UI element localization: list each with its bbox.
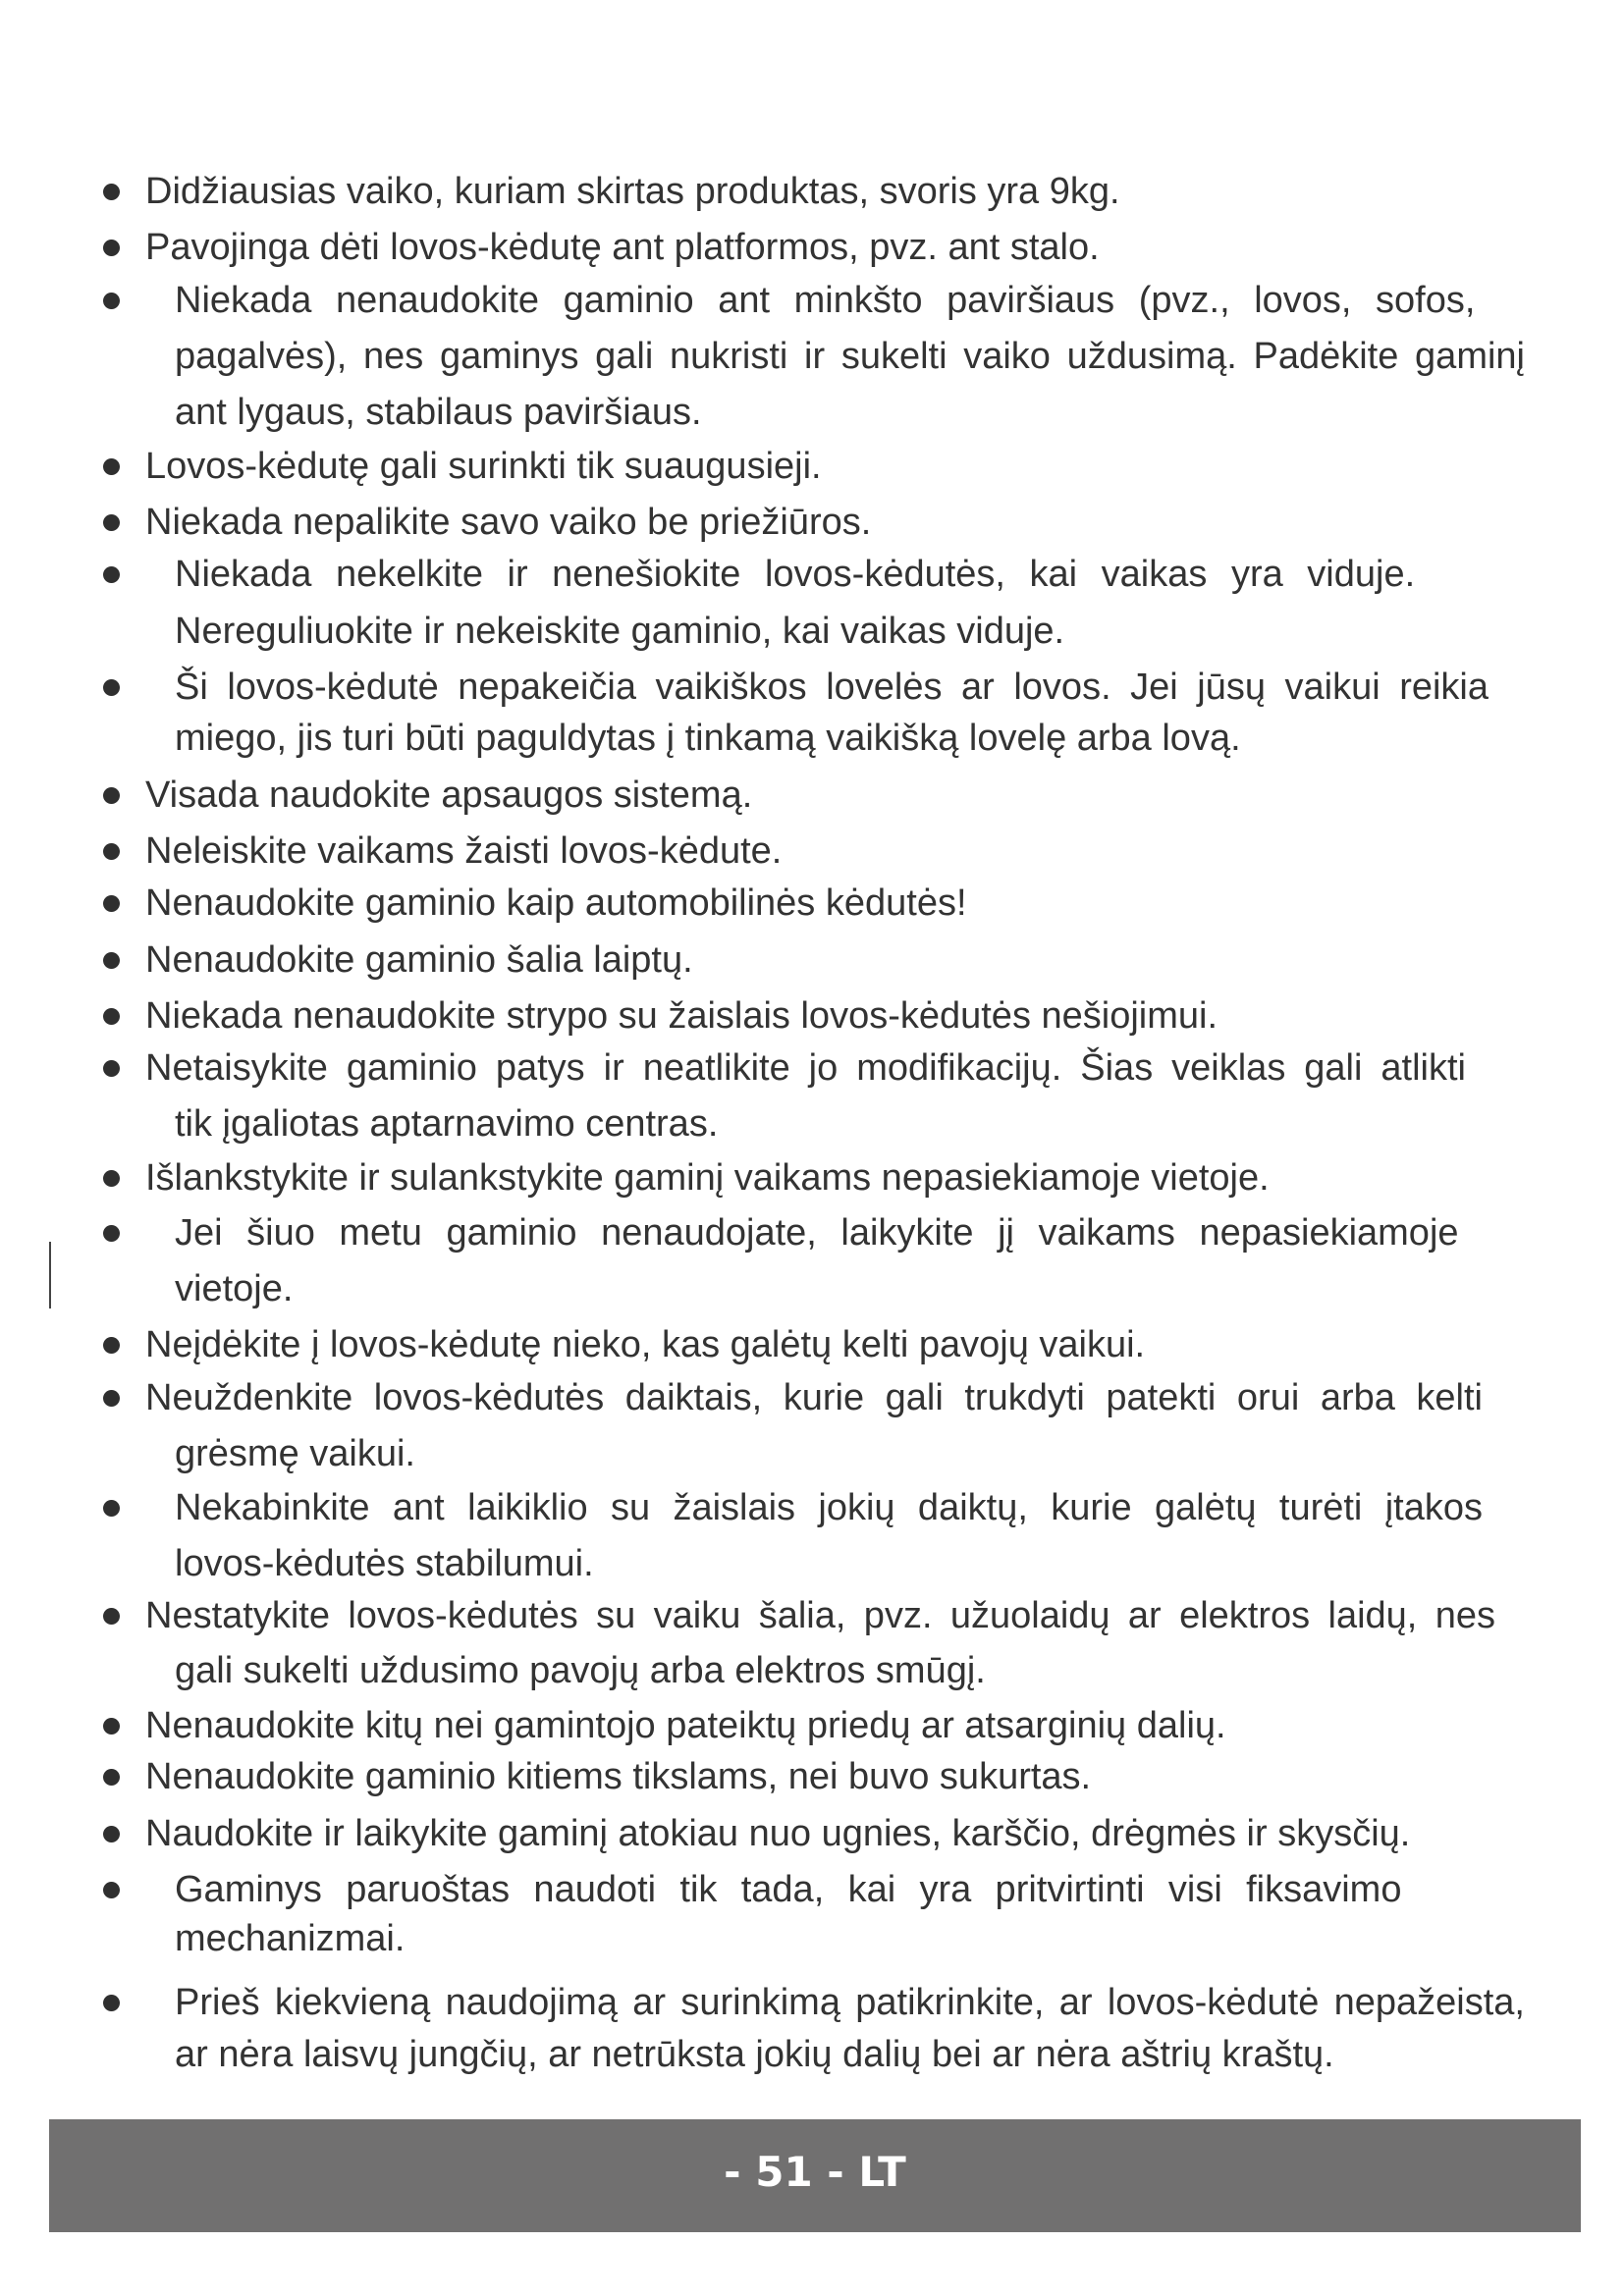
bullet-icon	[103, 1608, 120, 1625]
page-footer	[49, 2119, 1581, 2232]
bullet-icon	[103, 240, 120, 256]
list-item-line: grėsmę vaikui.	[175, 1433, 415, 1474]
bullet-icon	[103, 843, 120, 860]
list-item-line: Nestatykite lovos-kėdutės su vaiku šalia, pvz. užuolaidų ar elektros laidų, nes	[145, 1595, 1495, 1636]
list-item-line: Pavojinga dėti lovos-kėdutę ant platformos, pvz. ant stalo.	[145, 227, 1100, 268]
list-item-line: gali sukelti uždusimo pavojų arba elektros smūgį.	[175, 1650, 986, 1691]
list-item-line: Nereguliuokite ir nekeiskite gaminio, kai vaikas viduje.	[175, 611, 1065, 652]
list-item-line: Jei šiuo metu gaminio nenaudojate, laikykite jį vaikams nepasiekiamoje	[175, 1212, 1459, 1254]
list-item-line: Niekada nenaudokite gaminio ant minkšto paviršiaus (pvz., lovos, sofos,	[175, 280, 1476, 321]
list-item-line: Prieš kiekvieną naudojimą ar surinkimą patikrinkite, ar lovos-kėdutė nepažeista,	[175, 1982, 1525, 2023]
bullet-icon	[103, 1882, 120, 1898]
bullet-icon	[103, 1500, 120, 1517]
bullet-icon	[103, 1225, 120, 1242]
bullet-icon	[103, 293, 120, 309]
list-item-line: pagalvės), nes gaminys gali nukristi ir sukelti vaiko uždusimą. Padėkite gaminį	[175, 336, 1525, 377]
bullet-icon	[103, 1769, 120, 1786]
list-item-line: mechanizmai.	[175, 1918, 406, 1959]
list-item-line: Neuždenkite lovos-kėdutės daiktais, kurie gali trukdyti patekti orui arba kelti	[145, 1377, 1483, 1418]
bullet-icon	[103, 1170, 120, 1187]
list-item-line: Didžiausias vaiko, kuriam skirtas produktas, svoris yra 9kg.	[145, 171, 1120, 212]
list-item-line: Nenaudokite kitų nei gamintojo pateiktų priedų ar atsarginių dalių.	[145, 1705, 1226, 1746]
bullet-icon	[103, 184, 120, 200]
list-item-line: Naudokite ir laikykite gaminį atokiau nuo ugnies, karščio, drėgmės ir skysčių.	[145, 1813, 1411, 1854]
list-item-line: Neįdėkite į lovos-kėdutę nieko, kas galėtų kelti pavojų vaikui.	[145, 1324, 1146, 1365]
bullet-icon	[103, 895, 120, 912]
bullet-icon	[103, 679, 120, 696]
bullet-icon	[103, 787, 120, 804]
list-item-line: Nenaudokite gaminio kaip automobilinės kėdutės!	[145, 882, 967, 924]
list-item-line: Nenaudokite gaminio kitiems tikslams, nei buvo sukurtas.	[145, 1756, 1092, 1797]
list-item-line: Ši lovos-kėdutė nepakeičia vaikiškos lovelės ar lovos. Jei jūsų vaikui reikia	[175, 667, 1489, 708]
list-item-line: Gaminys paruoštas naudoti tik tada, kai yra pritvirtinti visi fiksavimo	[175, 1869, 1402, 1910]
list-item-line: Nekabinkite ant laikiklio su žaislais jokių daiktų, kurie galėtų turėti įtakos	[175, 1487, 1483, 1528]
list-item-line: Lovos-kėdutę gali surinkti tik suaugusieji.	[145, 446, 822, 487]
list-item-line: ar nėra laisvų jungčių, ar netrūksta jokių dalių bei ar nėra aštrių kraštų.	[175, 2034, 1334, 2075]
bullet-icon	[103, 1995, 120, 2011]
bullet-icon	[103, 566, 120, 583]
bullet-icon	[103, 1718, 120, 1735]
bullet-icon	[103, 1060, 120, 1077]
list-item-line: Netaisykite gaminio patys ir neatlikite jo modifikacijų. Šias veiklas gali atlikti	[145, 1047, 1466, 1089]
bullet-icon	[103, 1390, 120, 1407]
list-item-line: Visada naudokite apsaugos sistemą.	[145, 774, 753, 816]
list-item-line: Niekada nekelkite ir nenešiokite lovos-kėdutės, kai vaikas yra viduje.	[175, 554, 1416, 595]
list-item-line: Neleiskite vaikams žaisti lovos-kėdute.	[145, 830, 783, 872]
bullet-icon	[103, 1826, 120, 1842]
bullet-icon	[103, 1337, 120, 1354]
bullet-icon	[103, 514, 120, 531]
list-item-line: lovos-kėdutės stabilumui.	[175, 1543, 594, 1584]
bullet-icon	[103, 458, 120, 475]
bullet-icon	[103, 1008, 120, 1025]
list-item-line: Išlankstykite ir sulankstykite gaminį vaikams nepasiekiamoje vietoje.	[145, 1157, 1270, 1199]
list-item-line: Niekada nenaudokite strypo su žaislais lovos-kėdutės nešiojimui.	[145, 995, 1218, 1037]
page-number: - 51 - LT	[724, 2148, 906, 2196]
margin-mark	[49, 1242, 51, 1308]
list-item-line: Niekada nepalikite savo vaiko be priežiūros.	[145, 502, 872, 543]
list-item-line: tik įgaliotas aptarnavimo centras.	[175, 1103, 719, 1145]
list-item-line: miego, jis turi būti paguldytas į tinkamą vaikišką lovelę arba lovą.	[175, 718, 1241, 759]
list-item-line: Nenaudokite gaminio šalia laiptų.	[145, 939, 693, 981]
list-item-line: vietoje.	[175, 1268, 294, 1309]
bullet-icon	[103, 952, 120, 969]
list-item-line: ant lygaus, stabilaus paviršiaus.	[175, 392, 702, 433]
